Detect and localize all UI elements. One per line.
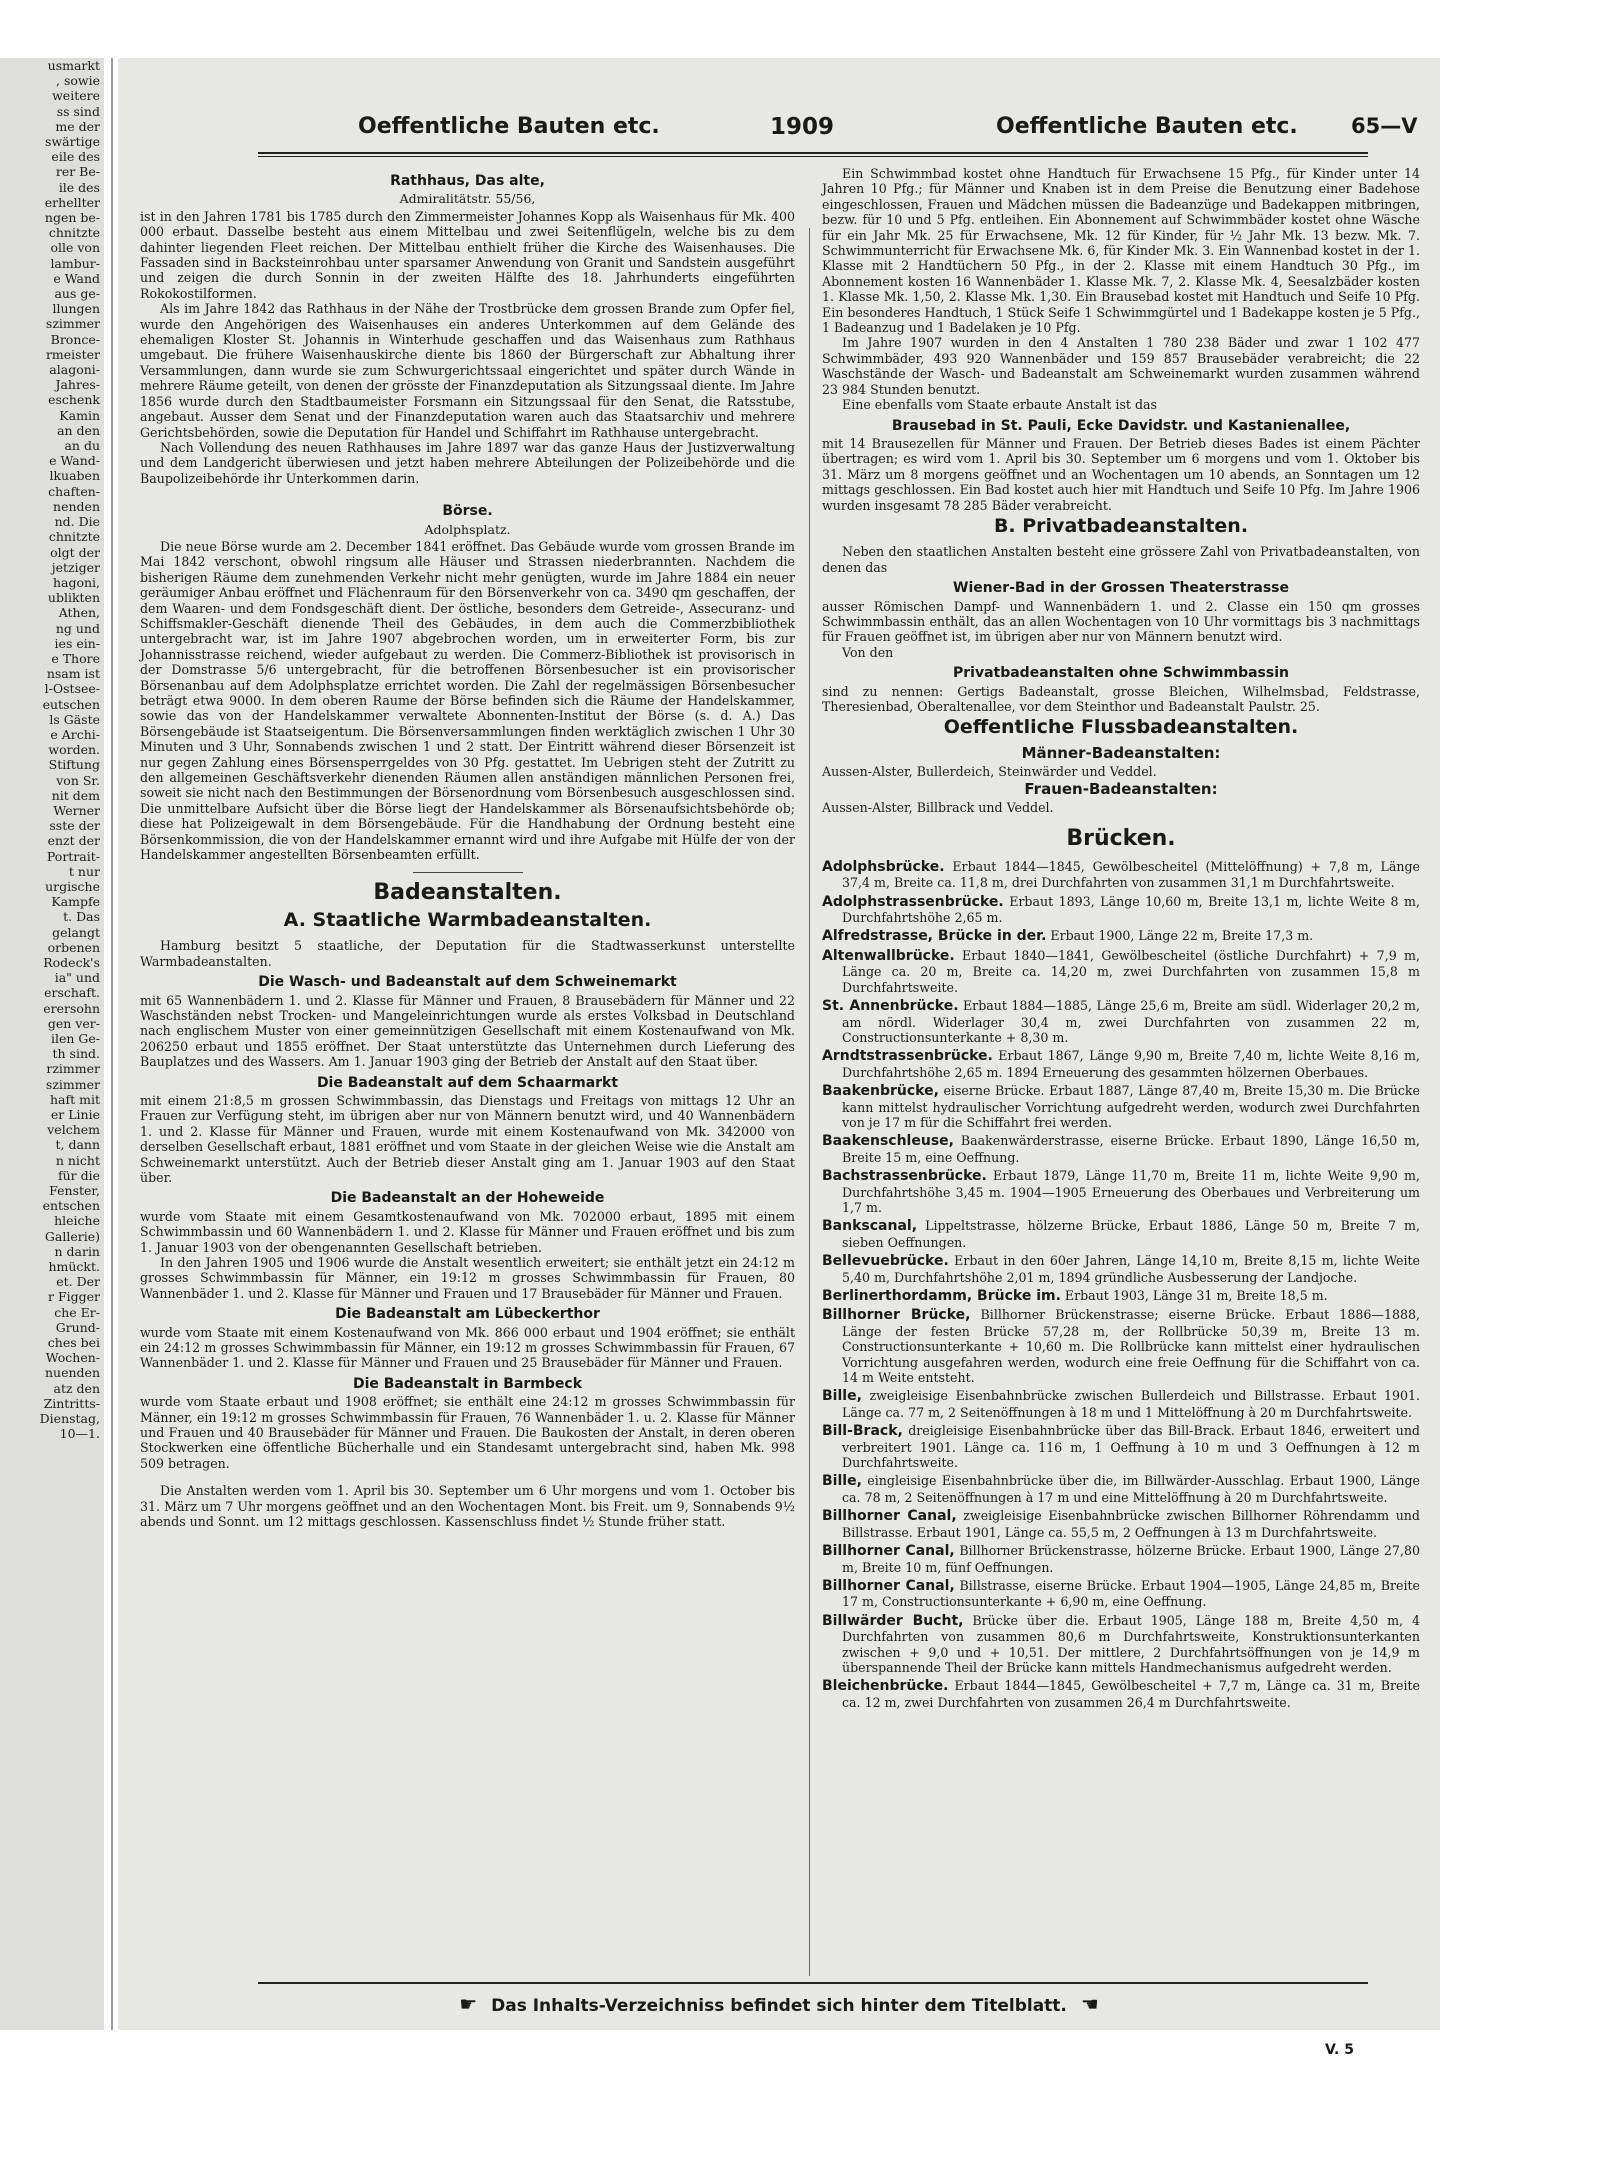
bridge-entry	[822, 1307, 1420, 1385]
strip-line: Kamin	[59, 407, 100, 423]
section-address: Admiralitätstr. 55/56,	[399, 191, 536, 207]
section-heading: Die Badeanstalt am Lübeckerthor	[335, 1306, 600, 1323]
footer-text: Das Inhalts-Verzeichniss befindet sich hinter dem Titelblatt.	[491, 1996, 1067, 2016]
strip-line: hagoni,	[52, 574, 100, 590]
header-right-title: Oeffentliche Bauten etc.	[996, 114, 1298, 139]
strip-line: entschen	[42, 1198, 100, 1214]
bridge-description: eingleisige Eisenbahnbrücke über die, im Billwärder-Ausschlag. Erbaut 1900, Länge ca. 78 m, 2 Seitenöffnungen à 17 m und eine Mittelöffnung à 20 m Durchfahrtsweite.	[842, 1473, 1420, 1505]
strip-line: szimmer	[45, 1076, 100, 1092]
strip-line: l-Ostsee-	[44, 681, 100, 697]
strip-line: Fenster,	[49, 1183, 100, 1199]
page-mark: V. 5	[1325, 2042, 1354, 2058]
major-heading: Badeanstalten.	[373, 880, 562, 906]
strip-line: weitere	[52, 88, 100, 104]
strip-line: rmeister	[45, 346, 100, 362]
bridge-description: Erbaut 1903, Länge 31 m, Breite 18,5 m.	[1060, 1288, 1328, 1303]
bridge-name: Baakenschleuse,	[822, 1133, 954, 1150]
minor-heading: Männer-Badeanstalten:	[1021, 743, 1221, 762]
bridge-name: Arndtstrassenbrücke.	[822, 1048, 993, 1065]
strip-line: ia" und	[54, 970, 100, 986]
pointing-hand-icon: ☚	[1080, 1992, 1099, 2016]
major-heading: Brücken.	[1066, 826, 1176, 852]
bridge-description: Billhorner Brückenstrasse; eiserne Brücke. Erbaut 1886—1888, Länge der festen Brücke 57,28 m, der Rollbrücke 50,39 m, Breite 13 m. Constructionsunterkante + 10,60 m. Die Rollbrücke kann mittelst einer hydraulischen Vorrichtung ausgefahren werden, wodurch eine freie Oeffnung für die Schiffahrt von ca. 14 m Weite entsteht.	[842, 1307, 1421, 1386]
strip-line: n nicht	[55, 1152, 100, 1168]
strip-line: eutschen	[42, 696, 100, 712]
bridge-name: Billhorner Canal,	[822, 1543, 955, 1560]
bridge-name: Billhorner Canal,	[822, 1577, 955, 1594]
section-rule	[413, 872, 523, 873]
strip-line: llungen	[52, 301, 100, 317]
bridge-entry	[822, 1543, 1420, 1575]
strip-line: nd. Die	[54, 514, 100, 530]
strip-line: e Thore	[51, 650, 100, 666]
bridge-entry	[822, 1133, 1420, 1165]
strip-line: ches bei	[47, 1335, 100, 1351]
bridge-description: Erbaut 1879, Länge 11,70 m, Breite 11 m, lichte Weite 9,90 m, Durchfahrtshöhe 3,45 m. 1904—1905 Erneuerung des Oberbaues und Verbreiterung um 1,7 m.	[842, 1168, 1420, 1215]
bridge-entry	[822, 1388, 1420, 1420]
strip-line: Werner	[53, 802, 100, 818]
strip-line: jetziger	[51, 559, 100, 575]
strip-line: che Er-	[54, 1304, 100, 1320]
strip-line: chaften-	[48, 483, 100, 499]
section-heading: Privatbadeanstalten ohne Schwimmbassin	[952, 665, 1289, 682]
bridge-description: Erbaut in den 60er Jahren, Länge 14,10 m, Breite 8,15 m, lichte Weite 5,40 m, Durchfahrtshöhe 2,01 m, 1894 gründliche Ausbesserung der Landjoche.	[842, 1253, 1420, 1285]
paragraph: Aussen-Alster, Billbrack und Veddel.	[822, 800, 1054, 816]
page-header	[118, 114, 1440, 148]
strip-line: n darin	[54, 1243, 100, 1259]
strip-line: gen ver-	[47, 1015, 100, 1031]
header-page-number: 65—V	[1351, 114, 1418, 138]
bridge-entry	[822, 1048, 1420, 1080]
strip-line: eile des	[51, 149, 100, 165]
strip-line: nuenden	[45, 1365, 100, 1381]
bridge-description: Billhorner Brückenstrasse, hölzerne Brücke. Erbaut 1900, Länge 27,80 m, Breite 10 m, fünf Oeffnungen.	[842, 1543, 1420, 1575]
strip-line: erhellter	[44, 194, 100, 210]
bridge-description: Erbaut 1900, Länge 22 m, Breite 17,3 m.	[1046, 928, 1314, 944]
bridge-entry	[822, 859, 1420, 891]
strip-line: atz den	[53, 1380, 100, 1396]
strip-line: Grund-	[55, 1319, 100, 1335]
strip-line: orbenen	[47, 939, 100, 955]
newspaper-page	[118, 58, 1440, 2058]
paragraph: mit 14 Brausezellen für Männer und Frauen. Der Betrieb dieses Bades ist einem Pächter übertragen; es wird vom 1. April bis 30. September um 6 morgens und vom 1. Oktober bis 31. März um 8 morgens geöffnet und an Wochentagen um 10 abends, an Sonntagen um 12 mittags geschlossen. Ein Bad kostet auch hier mit Handtuch und Seife 10 Pfg. Im Jahre 1906 wurden insgesamt 78 285 Bäder verabreicht.	[822, 435, 1420, 513]
strip-line: Bronce-	[50, 331, 100, 347]
strip-line: gelangt	[52, 924, 100, 940]
section-heading: Die Badeanstalt an der Hoheweide	[330, 1190, 605, 1207]
strip-line: usmarkt	[47, 58, 100, 73]
bridge-entry	[822, 1613, 1420, 1676]
paragraph: ist in den Jahren 1781 bis 1785 durch den Zimmermeister Johannes Kopp als Waisenhaus für Mk. 400 000 erbaut. Dasselbe besteht aus einem Mittelbau und zwei Seitenflügeln, welche bis zu dem dahinter liegenden Fleet reichen. Der Mittelbau enthielt früher die Kirche des Waisenhauses. Die Fassaden sind in Backsteinrohbau unter sparsamer Anwendung von Granit und Sandstein ausgeführt und zeigen die durch Sonnin in der zweiten Hälfte des 18. Jahrhunderts eingeführten Rokokostilformen.	[140, 208, 795, 301]
strip-line: worden.	[48, 742, 100, 758]
minor-heading: Frauen-Badeanstalten:	[1024, 779, 1218, 798]
spacer	[140, 486, 795, 498]
bridge-name: Billhorner Brücke,	[822, 1307, 971, 1324]
strip-line: lambur-	[50, 255, 100, 271]
strip-line: th sind.	[52, 1046, 100, 1062]
bridge-name: Bill-Brack,	[822, 1423, 903, 1440]
bridge-entry	[822, 1253, 1420, 1285]
strip-line: haft mit	[50, 1091, 100, 1107]
bridge-description: Erbaut 1893, Länge 10,60 m, Breite 13,1 m, lichte Weite 8 m, Durchfahrtshöhe 2,65 m.	[842, 893, 1420, 926]
strip-line: ngen be-	[44, 210, 100, 226]
bridge-name: Baakenbrücke,	[822, 1083, 939, 1100]
strip-line: nit dem	[51, 787, 100, 803]
bridge-name: Bille,	[822, 1388, 862, 1405]
strip-line: rzimmer	[46, 1061, 100, 1077]
paragraph: Die Anstalten werden vom 1. April bis 30. September um 6 Uhr morgens und vom 1. October bis 31. März um 7 Uhr morgens geöffnet und an den Wochentagen Mont. bis Freit. um 9, Sonnabends 9½ abends und Sonnt. um 12 mittags geschlossen. Kassenschluss findet ½ Stunde früher statt.	[140, 1483, 795, 1530]
strip-line: et. Der	[56, 1274, 100, 1290]
strip-line: erersohn	[43, 1000, 100, 1016]
section-heading: Brausebad in St. Pauli, Ecke Davidstr. und Kastanienallee,	[891, 417, 1351, 434]
bridge-entry	[822, 1218, 1420, 1250]
bridge-description: Baakenwärderstrasse, eiserne Brücke. Erbaut 1890, Länge 16,50 m, Breite 15 m, eine Oeffnung.	[842, 1133, 1420, 1165]
bridge-entry	[822, 1578, 1420, 1610]
strip-line: rer Be-	[55, 164, 100, 180]
bridge-description: Erbaut 1844—1845, Gewölbescheitel + 7,7 m, Länge ca. 31 m, Breite ca. 12 m, zwei Durchfahrten von zusammen 26,4 m Durchfahrtsweite.	[842, 1678, 1420, 1710]
paragraph: Eine ebenfalls vom Staate erbaute Anstalt ist das	[842, 397, 1158, 413]
bridge-entry	[822, 948, 1420, 995]
bridge-description: Brücke über die. Erbaut 1905, Länge 188 m, Breite 4,50 m, 4 Durchfahrten von zusammen 80,6 m Durchfahrtsweite, Konstruktionsunterkanten zwischen + 9,0 und + 10,51. Der mittlere, 2 Durchfahrtsöffnungen von je 14,9 m überspannende Theil der Brücke kann mittels Handmechanismus aufgedreht werden.	[842, 1612, 1420, 1675]
strip-line: für die	[57, 1167, 100, 1183]
strip-line: 10—1.	[59, 1426, 100, 1442]
bridge-name: Bille,	[822, 1473, 862, 1490]
bridge-name: Alfredstrasse, Brücke in der.	[822, 928, 1047, 945]
paragraph: wurde vom Staate mit einem Gesamtkostenaufwand von Mk. 702000 erbaut, 1895 mit einem Schwimmbassin und 60 Wannenbädern 1. und 2. Klasse für Männer und Frauen eröffnet und bis zum 1. Januar 1903 von der obengenannten Gesellschaft betrieben.	[140, 1208, 795, 1255]
strip-line: ilen Ge-	[50, 1031, 100, 1046]
gutter-line	[111, 58, 113, 2030]
paragraph: In den Jahren 1905 und 1906 wurde die Anstalt wesentlich erweitert; sie enthält jetzt ein 24:12 m grosses Schwimmbassin für Männer, ein 19:12 m grosses Schwimmbassin für Frauen, 80 Wannenbäder 1. und 2. Klasse für Männer und Frauen und 17 Brausebäder für Männer und Frauen.	[140, 1255, 795, 1301]
bridge-description: Billstrasse, eiserne Brücke. Erbaut 1904—1905, Länge 24,85 m, Breite 17 m, Constructionsunterkante + 6,90 m, eine Oeffnung.	[842, 1577, 1420, 1610]
header-rule-thin	[258, 156, 1368, 157]
strip-line: Wochen-	[45, 1350, 100, 1366]
bridge-description: Erbaut 1844—1845, Gewölbescheitel (Mittelöffnung) + 7,8 m, Länge 37,4 m, Breite ca. 11,8 m, drei Durchfahrten von zusammen 31,1 m Durchfahrtsweite.	[842, 858, 1420, 891]
strip-line: er Linie	[50, 1107, 100, 1123]
header-left-title: Oeffentliche Bauten etc.	[358, 114, 660, 139]
section-address: Adolphsplatz.	[424, 521, 511, 537]
bridge-entry	[822, 894, 1420, 926]
strip-line: aus ge-	[54, 286, 100, 302]
bridge-description: Erbaut 1884—1885, Länge 25,6 m, Breite am südl. Widerlager 20,2 m, am nördl. Widerlager 30,4 m, zwei Durchfahrten von zusammen 22 m, Constructionsunterkante + 8,30 m.	[842, 998, 1421, 1045]
paragraph: Neben den staatlichen Anstalten besteht eine grössere Zahl von Privatbadeanstalten, von denen das	[822, 544, 1420, 575]
strip-line: nenden	[53, 498, 100, 514]
bridge-description: zweigleisige Eisenbahnbrücke zwischen Billhorner Röhrendamm und Billstrasse. Erbaut 1901, Länge ca. 55,5 m, 2 Oeffnungen à 13 m Durchfahrtsweite.	[842, 1508, 1420, 1540]
strip-line: velchem	[47, 1122, 100, 1138]
bridge-entry	[822, 1083, 1420, 1130]
bridge-entry	[822, 1288, 1420, 1304]
paragraph: wurde vom Staate mit einem Kostenaufwand von Mk. 866 000 erbaut und 1904 eröffnet; sie enthält ein 24:12 m grosses Schwimmbassin für Männer, ein 19:12 m grosses Schwimmbassin für Frauen, 67 Wannenbäder 1. und 2. Klasse für Männer und Frauen und 25 Brausebäder für Männer und Frauen.	[140, 1324, 795, 1371]
strip-line: eschenk	[48, 392, 100, 408]
strip-line: szimmer	[45, 316, 100, 332]
bridge-name: Berlinerthordamm, Brücke im.	[822, 1288, 1061, 1304]
strip-line: swärtige	[45, 134, 100, 150]
bridge-description: zweigleisige Eisenbahnbrücke zwischen Bullerdeich und Billstrasse. Erbaut 1901. Länge ca. 77 m, 2 Seitenöffnungen à 18 m und 1 Mittelöffnung à 20 m Durchfahrtsweite.	[842, 1388, 1420, 1420]
strip-line: me der	[55, 118, 100, 134]
section-heading: Börse.	[442, 503, 493, 520]
strip-line: von Sr.	[56, 772, 100, 788]
bridge-name: Adolphsbrücke.	[822, 858, 945, 875]
paragraph: Die neue Börse wurde am 2. December 1841 eröffnet. Das Gebäude wurde vom grossen Brande im Mai 1842 verschont, obwohl ringsum alle Häuser und Strassen niederbrannten. Nachdem die bisherigen Räume dem zunehmenden Verkehr nicht mehr genügten, wurde im Jahre 1884 ein neuer geräumiger Anbau eröffnet und Flächenraum für den Börsenverkehr von ca. 3490 qm geschaffen, der dem Waaren- und dem Fondsgeschäft dient. Der östliche, besonders dem Getreide-, Assecuranz- und Schiffsmakler-Geschäft dienende Theil des Gebäudes, in dem auch die Commerzbibliothek untergebracht war, ist im Jahre 1907 abgebrochen worden, um in erweiterter Form, bis zur Johannisstrasse reichend, wieder aufgebaut zu werden. Die Commerz-Bibliothek ist provisorisch in der Domstrasse 5/6 untergebracht, für die betroffenen Börsenbesucher ist ein provisorischer Börsenanbau auf dem Adolphsplatze errichtet worden. Die Zahl der regelmässigen Börsenbesucher beträgt etwa 9000. In dem oberen Raume der Börse befinden sich die Räume der Handelskammer, sowie das von der Handelskammer verwaltete Abonnenten-Institut der Börse (s. d. A.) Das Börsengebäude ist Staatseigentum. Die Börsenversammlungen finden werktäglich zwischen 1 Uhr 30 Minuten und 3 Uhr, Sonnabends zwischen 1 und 2 statt. Der Eintritt während dieser Börsenzeit ist nur gegen Zahlung eines Börsensperrgeldes von 30 Pfg. gestattet. Im Uebrigen steht der Zutritt zu den allgemeinen Geschäftsverkehr dienenden Räumen allen anständigen männlichen Personen frei, soweit sie nicht nach den Bestimmungen der Börsenordnung vom Börsenbesuch ausgeschlossen sind. Die unmittelbare Aufsicht über die Börse liegt der Handelskammer als Börsenaufsichtsbehörde ob; diese hat Polizeigewalt in dem Börsengebäude. Für die Handhabung der Ordnung besteht eine Börsenkommission, die von der Handelskammer ernannt wird und ihre Aufgabe mit Hülfe der von der Handelskammer angestellten Börsenbeamten erfüllt.	[140, 538, 795, 863]
strip-line: Jahres-	[55, 377, 100, 393]
strip-line: ile des	[58, 179, 100, 195]
bridge-name: Bellevuebrücke.	[822, 1253, 949, 1270]
strip-line: sste der	[49, 818, 100, 834]
paragraph: Nach Vollendung des neuen Rathhauses im Jahre 1897 war das ganze Haus der Justizverwaltung und dem Landgericht überwiesen und jetzt haben mehrere Abteilungen der Polizeibehörde und die Baupolizeibehörde ihr Unterkommen darin.	[140, 439, 795, 486]
footer-rule	[258, 1982, 1368, 1984]
bridge-name: Bankscanal,	[822, 1218, 918, 1235]
bridge-description: Erbaut 1840—1841, Gewölbescheitel (östliche Durchfahrt) + 7,9 m, Länge ca. 20 m, Breite ca. 14,20 m, zwei Durchfahrten von zusammen 15,8 m Durchfahrtsweite.	[842, 947, 1420, 995]
paragraph: Im Jahre 1907 wurden in den 4 Anstalten 1 780 238 Bäder und zwar 1 102 477 Schwimmbäder, 493 920 Wannenbäder und 159 857 Brausebäder verabreicht; die 22 Waschstände der Wasch- und Badeanstalt am Schweinemarkt wurden zusammen während 23 984 Stunden benutzt.	[822, 335, 1420, 397]
pointing-hand-icon: ☛	[459, 1992, 478, 2016]
paragraph: wurde vom Staate erbaut und 1908 eröffnet; sie enthält eine 24:12 m grosses Schwimmbassin für Männer, ein 19:12 m grosses Schwimmbassin für Frauen, 76 Wannenbäder 1. u. 2. Klasse für Männer und Frauen und 40 Brausebäder für Männer und Frauen. Die Baukosten der Anstalt, in deren oberen Stockwerken eine öffentliche Bücherhalle und ein Standesamt untergebracht sind, haben Mk. 998 509 betragen.	[140, 1394, 795, 1471]
strip-line: , sowie	[56, 73, 100, 89]
strip-line: Kampfe	[51, 894, 100, 910]
section-heading: Die Badeanstalt auf dem Schaarmarkt	[316, 1074, 619, 1091]
paragraph: ausser Römischen Dampf- und Wannenbädern 1. und 2. Classe ein 150 qm grosses Schwimmbassin enthält, das an allen Wochentagen von 10 Uhr vormittags bis 3 nachmittags für Frauen geöffnet ist, im übrigen aber nur von Männern benutzt wird.	[822, 598, 1420, 645]
column-divider	[809, 228, 810, 1976]
strip-line: enzt der	[47, 833, 100, 849]
section-heading: Die Badeanstalt in Barmbeck	[352, 1375, 583, 1392]
strip-line: chnitzte	[48, 225, 100, 241]
strip-line: hmückt.	[48, 1259, 100, 1275]
strip-line: e Wand	[53, 270, 100, 286]
right-column	[822, 166, 1420, 1713]
strip-line: t nur	[68, 863, 100, 879]
strip-line: ss sind	[56, 103, 100, 119]
paragraph: Hamburg besitzt 5 staatliche, der Deputation für die Stadtwasserkunst unterstellte Warmbadeanstalten.	[140, 938, 795, 969]
bridge-name: Bleichenbrücke.	[822, 1678, 949, 1695]
paragraph: sind zu nennen: Gertigs Badeanstalt, grosse Bleichen, Wilhelmsbad, Feldstrasse, Theresienbad, Oberaltenallee, vor dem Steinthor und Badeanstalt Paulstr. 25.	[822, 683, 1420, 714]
strip-line: alagoni-	[49, 362, 100, 378]
strip-line: t, dann	[55, 1137, 100, 1153]
bridge-name: St. Annenbrücke.	[822, 998, 959, 1015]
spacer	[140, 1471, 795, 1483]
bridge-description: Erbaut 1867, Länge 9,90 m, Breite 7,40 m, lichte Weite 8,16 m, Durchfahrtshöhe 2,65 m. 1894 Erneuerung des gesammten hölzernen Oberbaues.	[842, 1048, 1420, 1080]
section-heading: Rathhaus, Das alte,	[390, 173, 545, 189]
strip-line: t. Das	[63, 909, 100, 925]
strip-line: ng und	[55, 620, 100, 636]
strip-line: ies ein-	[54, 635, 100, 651]
strip-line: r Figger	[48, 1289, 100, 1305]
strip-line: ls Gäste	[49, 711, 100, 727]
bridge-name: Adolphstrassenbrücke.	[822, 893, 1004, 910]
strip-line: urgische	[45, 878, 100, 894]
strip-line: hleiche	[54, 1213, 100, 1229]
header-year: 1909	[770, 114, 835, 140]
paragraph: mit 65 Wannenbädern 1. und 2. Klasse für Männer und Frauen, 8 Brausebädern für Männer und 22 Waschständen nebst Trocken- und Mangeleinrichtungen wurde als erstes Volksbad in Deutschland nach englischem Muster von einer gemeinnützigen Gesellschaft mit einem Kostenaufwand von Mk. 206250 erbaut und 1855 eröffnet. Der Staat unterstützte das Unternehmen durch Lieferung des Bauplatzes und des Wassers. Am 1. Januar 1903 ging der Betrieb der Anstalt auf den Staat über.	[140, 992, 795, 1070]
strip-line: olgt der	[50, 544, 100, 560]
paragraph: Als im Jahre 1842 das Rathhaus in der Nähe der Trostbrücke dem grossen Brande zum Opfer fiel, wurde den Angehörigen des Waisenhauses ein anderes Unterkommen auf dem Gelände des ehemaligen Kloster St. Johannis in Winterhude geschaffen und das Waisenhaus zum Rathhaus umgebaut. Die frühere Waisenhauskirche diente bis 1860 der Bürgerschaft zur Abhaltung ihrer Versammlungen, dann wurde sie zum Schwurgerichtssaal eingerichtet und später durch Wände in mehrere Räume geteilt, von denen der grösste der Finanzdeputation als Sitzungssaal diente. Im Jahre 1856 wurde durch den Stadtbaumeister Forsmann ein Sitzungssaal für den Senat, die Ratsstube, angebaut. Ausser dem Senat und der Finanzdeputation waren auch das Staatsarchiv und mehrere Gerichtsbehörden, sowie die Deputation für Handel und Schiffahrt im Rathhause untergebracht.	[140, 301, 795, 440]
strip-line: Stiftung	[48, 757, 100, 773]
strip-line: Dienstag,	[39, 1411, 100, 1427]
left-column	[140, 168, 795, 1530]
strip-line: olle von	[50, 240, 100, 256]
section-heading: Wiener-Bad in der Grossen Theaterstrasse	[953, 580, 1289, 597]
strip-line: Athen,	[58, 605, 100, 621]
bridge-name: Bachstrassenbrücke.	[822, 1168, 987, 1185]
bridge-entry	[822, 1508, 1420, 1540]
strip-line: erschaft.	[44, 985, 100, 1001]
bridge-entry	[822, 1473, 1420, 1505]
strip-line: ublikten	[47, 590, 100, 606]
header-rule	[258, 152, 1368, 154]
bridge-entry	[822, 928, 1420, 944]
bridge-description: dreigleisige Eisenbahnbrücke über das Bill-Brack. Erbaut 1846, erweitert und verbreitert 1901. Länge ca. 116 m, 1 Oeffnung à 10 m und 3 Oeffnungen à 12 m Durchfahrtsweite.	[842, 1423, 1420, 1471]
bridge-name: Billwärder Bucht,	[822, 1612, 964, 1629]
sub-heading: Oeffentliche Flussbadeanstalten.	[943, 716, 1299, 739]
adjacent-page-strip	[0, 58, 104, 2030]
strip-line: Portrait-	[46, 848, 100, 864]
strip-line: an den	[57, 422, 100, 438]
sub-heading: B. Privatbadeanstalten.	[993, 514, 1249, 537]
bridge-entry	[822, 1168, 1420, 1215]
section-heading: Die Wasch- und Badeanstalt auf dem Schweinemarkt	[258, 974, 677, 991]
strip-line: e Wand-	[49, 453, 100, 469]
strip-line: Gallerie)	[44, 1228, 100, 1244]
bridge-entry	[822, 998, 1420, 1045]
bridge-entry	[822, 1423, 1420, 1470]
bridge-description: eiserne Brücke. Erbaut 1887, Länge 87,40 m, Breite 15,30 m. Die Brücke kann mittelst hydraulischer Vorrichtung aufgedreht werden, wodurch zwei Durchfahrten von je 17 m für die Schiffahrt frei werden.	[842, 1083, 1420, 1130]
bridge-description: Lippeltstrasse, hölzerne Brücke, Erbaut 1886, Länge 50 m, Breite 7 m, sieben Oeffnungen.	[842, 1218, 1420, 1250]
strip-line: an du	[64, 438, 100, 454]
strip-line: Zintritts-	[43, 1395, 100, 1411]
paragraph: mit einem 21:8,5 m grossen Schwimmbassin, das Dienstags und Freitags von mittags 12 Uhr an Frauen zur Verfügung steht, im übrigen aber nur von Männern benutzt wird, und 40 Wannenbädern 1. und 2. Klasse für Männer und Frauen, wurde mit einem Kostenaufwand von Mk. 342000 von derselben Gesellschaft erbaut, 1881 eröffnet und vom Staate in der gleichen Weise wie die Anstalt am Schweinemarkt unterstützt. Auch der Betrieb dieser Anstalt ging am 1. Januar 1903 auf den Staat über.	[140, 1092, 795, 1185]
footer-notice	[118, 1992, 1440, 2016]
strip-line: lkuaben	[49, 468, 100, 484]
strip-line: chnitzte	[48, 529, 100, 545]
strip-line: Rodeck's	[43, 954, 100, 970]
paragraph: Ein Schwimmbad kostet ohne Handtuch für Erwachsene 15 Pfg., für Kinder unter 14 Jahren 10 Pfg.; für Männer und Knaben ist in dem Preise die Benutzung einer Badehose eingeschlossen, Frauen und Mädchen müssen die Badeanzüge und Badekappen mitbringen, bezw. für 10 und 5 Pfg. entleihen. Ein Abonnement auf Schwimmbäder kostet ohne Wäsche für ein Jahr Mk. 25 für Erwachsene, Mk. 12 für Kinder, für ½ Jahr Mk. 13 bezw. Mk. 7. Schwimmunterricht für Erwachsene Mk. 6, für Kinder Mk. 3. Ein Wannenbad kostet in der 1. Klasse mit 2 Handtüchern 50 Pfg., in der 2. Klasse mit einem Handtuch 30 Pfg., im Abonnement kosten 16 Wannenbäder 1. Klasse Mk. 7, 2. Klasse Mk. 4, Seesalzbäder kosten 1. Klasse Mk. 1,50, 2. Klasse Mk. 1,30. Ein Brausebad kostet mit Handtuch und Seife 10 Pfg. Ein besonderes Handtuch, 1 Stück Seife 1 Schwimmgürtel und 1 Badekappe kosten je 5 Pfg., 1 Badeanzug und 1 Badelaken je 10 Pfg.	[822, 166, 1420, 336]
paragraph: Von den	[842, 644, 894, 660]
bridge-name: Billhorner Canal,	[822, 1508, 957, 1525]
strip-line: nsam ist	[46, 666, 100, 682]
paragraph: Aussen-Alster, Bullerdeich, Steinwärder und Veddel.	[822, 764, 1157, 780]
strip-line: e Archi-	[50, 726, 100, 742]
sub-heading: A. Staatliche Warmbadeanstalten.	[283, 908, 652, 931]
bridge-name: Altenwallbrücke.	[822, 947, 955, 964]
bridge-entry	[822, 1678, 1420, 1710]
